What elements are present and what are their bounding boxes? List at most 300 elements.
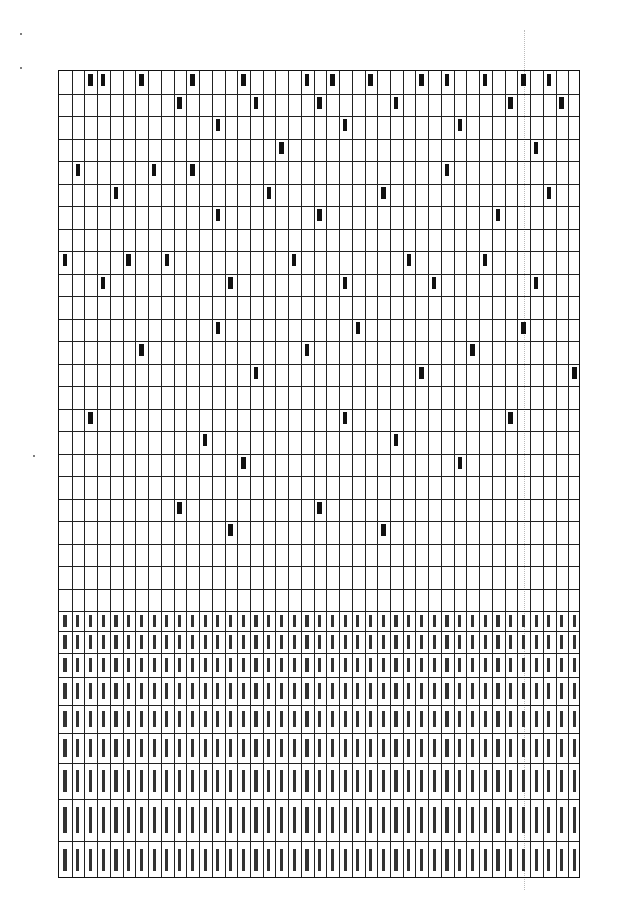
row-divider (97, 71, 98, 877)
column-divider (59, 319, 579, 320)
header-cell-text (102, 739, 105, 757)
header-cell-text (522, 635, 525, 648)
cell-entry (343, 412, 347, 424)
row-divider (174, 71, 175, 877)
cell-entry (483, 254, 487, 266)
header-cell-text (560, 770, 563, 792)
header-cell-text (318, 770, 321, 792)
header-cell-text (382, 711, 385, 728)
header-cell-text (63, 849, 66, 872)
header-cell-text (573, 615, 576, 627)
header-cell-text (229, 683, 232, 700)
cell-entry (126, 254, 130, 266)
header-cell-text (471, 849, 474, 872)
row-divider (339, 71, 340, 877)
column-divider (59, 544, 579, 545)
header-cell-text (356, 615, 359, 627)
header-cell-text (496, 770, 499, 792)
header-cell-text (509, 658, 512, 672)
header-cell-text (63, 635, 66, 648)
row-divider (84, 71, 85, 877)
header-cell-text (127, 658, 130, 672)
row-divider (199, 71, 200, 877)
header-cell-text (560, 683, 563, 700)
header-cell-text (547, 635, 550, 648)
header-cell-text (305, 635, 308, 648)
header-cell-text (547, 658, 550, 672)
row-divider (225, 71, 226, 877)
header-cell-text (63, 683, 66, 700)
header-cell-text (165, 807, 168, 832)
header-cell-text (369, 683, 372, 700)
header-cell-text (178, 615, 181, 627)
header-cell-text (433, 658, 436, 672)
header-cell-text (254, 635, 257, 648)
header-cell-text (102, 849, 105, 872)
row-divider (365, 71, 366, 877)
header-cell-text (305, 770, 308, 792)
header-cell-text (573, 683, 576, 700)
column-divider (59, 763, 579, 764)
header-cell-text (547, 683, 550, 700)
header-cell-text (369, 635, 372, 648)
column-divider (59, 251, 579, 252)
row-divider (403, 71, 404, 877)
header-cell-text (216, 711, 219, 728)
header-cell-text (369, 658, 372, 672)
header-cell-text (280, 658, 283, 672)
header-cell-text (318, 739, 321, 757)
header-cell-text (127, 807, 130, 832)
header-cell-text (191, 770, 194, 792)
cell-entry (267, 187, 271, 199)
header-cell-text (140, 739, 143, 757)
header-cell-text (318, 807, 321, 832)
header-cell-text (369, 770, 372, 792)
header-cell-text (102, 683, 105, 700)
header-cell-text (114, 770, 117, 792)
header-cell-text (547, 739, 550, 757)
header-cell-text (433, 635, 436, 648)
cell-entry (114, 187, 118, 199)
cell-entry (165, 254, 169, 266)
header-cell-text (471, 770, 474, 792)
header-cell-text (407, 711, 410, 728)
cell-entry (458, 457, 462, 469)
header-cell-text (407, 807, 410, 832)
header-cell-text (331, 770, 334, 792)
header-cell-text (496, 807, 499, 832)
header-cell-text (356, 807, 359, 832)
scan-speck (33, 455, 35, 457)
header-cell-text (153, 615, 156, 627)
header-cell-text (140, 658, 143, 672)
row-divider (250, 71, 251, 877)
header-cell-text (394, 683, 397, 700)
header-cell-text (229, 635, 232, 648)
header-cell-text (522, 849, 525, 872)
header-cell-text (394, 807, 397, 832)
header-cell-text (229, 849, 232, 872)
column-divider (59, 566, 579, 567)
column-divider (59, 705, 579, 706)
header-cell-text (407, 615, 410, 627)
header-cell-text (382, 635, 385, 648)
header-cell-text (204, 849, 207, 872)
header-cell-text (76, 683, 79, 700)
row-divider (148, 71, 149, 877)
row-divider (556, 71, 557, 877)
header-cell-text (369, 711, 372, 728)
cell-entry (203, 434, 207, 446)
header-cell-text (191, 683, 194, 700)
header-cell-text (140, 770, 143, 792)
row-divider (441, 71, 442, 877)
header-cell-text (293, 658, 296, 672)
header-cell-text (560, 849, 563, 872)
header-cell-text (560, 658, 563, 672)
cell-entry (445, 164, 449, 176)
header-cell-text (471, 711, 474, 728)
header-cell-text (344, 807, 347, 832)
header-cell-text (267, 849, 270, 872)
header-cell-text (76, 711, 79, 728)
header-cell-text (63, 711, 66, 728)
header-cell-text (535, 770, 538, 792)
cell-entry (254, 97, 258, 109)
cell-entry (521, 74, 525, 86)
cell-entry (343, 277, 347, 289)
header-cell-text (458, 658, 461, 672)
header-cell-text (127, 849, 130, 872)
header-cell-text (204, 658, 207, 672)
header-cell-text (76, 807, 79, 832)
header-cell-text (242, 615, 245, 627)
header-cell-text (102, 615, 105, 627)
header-cell-text (420, 615, 423, 627)
header-cell-text (89, 615, 92, 627)
header-cell-text (560, 739, 563, 757)
header-cell-text (407, 658, 410, 672)
header-cell-text (178, 849, 181, 872)
header-cell-text (420, 849, 423, 872)
ledger-table (58, 70, 580, 878)
header-cell-text (433, 683, 436, 700)
header-cell-text (509, 683, 512, 700)
cell-entry (368, 74, 372, 86)
row-divider (110, 71, 111, 877)
header-cell-text (89, 683, 92, 700)
header-cell-text (204, 635, 207, 648)
header-cell-text (229, 615, 232, 627)
header-cell-text (89, 658, 92, 672)
header-cell-text (280, 683, 283, 700)
header-cell-text (267, 615, 270, 627)
header-cell-text (407, 849, 410, 872)
header-cell-text (267, 635, 270, 648)
header-cell-text (63, 615, 66, 627)
cell-entry (496, 209, 500, 221)
header-cell-text (369, 807, 372, 832)
row-divider (517, 71, 518, 877)
header-cell-text (394, 739, 397, 757)
row-divider (186, 71, 187, 877)
header-cell-text (445, 849, 448, 872)
header-cell-text (573, 807, 576, 832)
cell-entry (139, 344, 143, 356)
header-cell-text (496, 849, 499, 872)
header-cell-text (254, 615, 257, 627)
header-cell-text (63, 807, 66, 832)
header-cell-text (216, 683, 219, 700)
header-cell-text (573, 739, 576, 757)
header-cell-text (522, 658, 525, 672)
header-cell-text (165, 849, 168, 872)
header-cell-text (140, 849, 143, 872)
header-cell-text (153, 807, 156, 832)
row-divider (454, 71, 455, 877)
header-cell-text (522, 683, 525, 700)
header-cell-text (535, 615, 538, 627)
header-cell-text (484, 807, 487, 832)
cell-entry (101, 277, 105, 289)
column-divider (59, 499, 579, 500)
header-cell-text (560, 615, 563, 627)
header-cell-text (165, 635, 168, 648)
header-cell-text (535, 635, 538, 648)
cell-entry (394, 434, 398, 446)
header-cell-text (280, 849, 283, 872)
header-cell-text (420, 658, 423, 672)
cell-entry (228, 277, 232, 289)
header-cell-text (382, 739, 385, 757)
column-divider (59, 116, 579, 117)
header-cell-text (102, 635, 105, 648)
header-cell-text (331, 615, 334, 627)
cell-entry (317, 209, 321, 221)
header-cell-text (293, 711, 296, 728)
header-cell-text (293, 807, 296, 832)
header-cell-text (458, 683, 461, 700)
header-cell-text (522, 615, 525, 627)
header-cell-text (216, 770, 219, 792)
header-cell-text (535, 849, 538, 872)
header-cell-text (63, 739, 66, 757)
cell-entry (521, 322, 525, 334)
header-cell-text (242, 683, 245, 700)
header-cell-text (356, 658, 359, 672)
column-divider (59, 677, 579, 678)
header-cell-text (318, 615, 321, 627)
cell-entry (394, 97, 398, 109)
row-divider (263, 71, 264, 877)
header-cell-text (433, 711, 436, 728)
cell-entry (76, 164, 80, 176)
header-cell-text (394, 615, 397, 627)
header-cell-text (509, 615, 512, 627)
cell-entry (177, 97, 181, 109)
header-cell-text (191, 635, 194, 648)
header-cell-text (471, 807, 474, 832)
header-cell-text (394, 635, 397, 648)
header-cell-text (114, 615, 117, 627)
column-divider (59, 653, 579, 654)
row-divider (568, 71, 569, 877)
header-cell-text (114, 635, 117, 648)
header-cell-text (420, 683, 423, 700)
column-divider (59, 409, 579, 410)
header-cell-text (484, 849, 487, 872)
header-cell-text (305, 658, 308, 672)
header-cell-text (331, 635, 334, 648)
header-cell-text (293, 615, 296, 627)
header-cell-text (331, 739, 334, 757)
header-cell-text (305, 615, 308, 627)
header-cell-text (496, 711, 499, 728)
header-cell-text (242, 807, 245, 832)
column-divider (59, 476, 579, 477)
header-cell-text (140, 807, 143, 832)
header-cell-text (76, 615, 79, 627)
column-divider (59, 631, 579, 632)
header-cell-text (331, 807, 334, 832)
header-cell-text (229, 739, 232, 757)
cell-entry (254, 367, 258, 379)
header-cell-text (89, 635, 92, 648)
header-cell-text (153, 770, 156, 792)
row-divider (543, 71, 544, 877)
header-cell-text (356, 635, 359, 648)
header-cell-text (76, 739, 79, 757)
header-cell-text (573, 658, 576, 672)
cell-entry (317, 502, 321, 514)
header-cell-text (344, 635, 347, 648)
header-cell-text (102, 658, 105, 672)
header-cell-text (420, 739, 423, 757)
row-divider (428, 71, 429, 877)
header-cell-text (204, 739, 207, 757)
header-cell-text (509, 739, 512, 757)
header-cell-text (63, 770, 66, 792)
header-cell-text (76, 635, 79, 648)
header-cell-text (165, 658, 168, 672)
header-cell-text (573, 849, 576, 872)
header-cell-text (471, 683, 474, 700)
column-divider (59, 611, 579, 612)
header-cell-text (433, 739, 436, 757)
cell-entry (216, 209, 220, 221)
header-cell-text (216, 615, 219, 627)
header-cell-text (127, 615, 130, 627)
header-cell-text (254, 849, 257, 872)
cell-entry (445, 74, 449, 86)
header-cell-text (331, 658, 334, 672)
header-cell-text (458, 711, 461, 728)
row-divider (314, 71, 315, 877)
cell-entry (88, 412, 92, 424)
cell-entry (101, 74, 105, 86)
header-cell-text (356, 739, 359, 757)
header-cell-text (356, 770, 359, 792)
header-cell-text (102, 711, 105, 728)
header-cell-text (560, 807, 563, 832)
row-divider (275, 71, 276, 877)
header-cell-text (229, 770, 232, 792)
header-cell-text (331, 683, 334, 700)
scan-speck (20, 33, 22, 35)
header-cell-text (89, 849, 92, 872)
cell-entry (305, 344, 309, 356)
cell-entry (356, 322, 360, 334)
header-cell-text (445, 635, 448, 648)
header-cell-text (305, 849, 308, 872)
column-divider (59, 454, 579, 455)
header-cell-text (114, 683, 117, 700)
column-divider (59, 841, 579, 842)
cell-entry (216, 322, 220, 334)
header-cell-text (178, 739, 181, 757)
header-cell-text (140, 635, 143, 648)
header-cell-text (509, 635, 512, 648)
header-cell-text (267, 658, 270, 672)
header-cell-text (331, 849, 334, 872)
header-cell-text (471, 615, 474, 627)
header-cell-text (535, 739, 538, 757)
header-cell-text (445, 615, 448, 627)
column-divider (59, 341, 579, 342)
cell-entry (508, 412, 512, 424)
header-cell-text (178, 711, 181, 728)
header-cell-text (76, 770, 79, 792)
column-divider (59, 94, 579, 95)
header-cell-text (178, 658, 181, 672)
row-divider (123, 71, 124, 877)
cell-entry (534, 142, 538, 154)
header-cell-text (191, 849, 194, 872)
header-cell-text (433, 770, 436, 792)
header-cell-text (242, 849, 245, 872)
header-cell-text (547, 807, 550, 832)
row-divider (479, 71, 480, 877)
header-cell-text (382, 849, 385, 872)
header-cell-text (153, 739, 156, 757)
header-cell-text (344, 615, 347, 627)
header-cell-text (407, 770, 410, 792)
header-cell-text (305, 711, 308, 728)
cell-entry (407, 254, 411, 266)
header-cell-text (267, 770, 270, 792)
header-cell-text (484, 635, 487, 648)
header-cell-text (254, 711, 257, 728)
header-cell-text (382, 770, 385, 792)
header-cell-text (496, 615, 499, 627)
header-cell-text (471, 658, 474, 672)
column-divider (59, 184, 579, 185)
cell-entry (152, 164, 156, 176)
header-cell-text (114, 739, 117, 757)
header-cell-text (573, 711, 576, 728)
header-cell-text (369, 615, 372, 627)
header-cell-text (153, 711, 156, 728)
header-cell-text (153, 683, 156, 700)
cell-entry (458, 119, 462, 131)
header-cell-text (76, 658, 79, 672)
header-cell-text (127, 635, 130, 648)
header-cell-text (560, 635, 563, 648)
column-divider (59, 161, 579, 162)
cell-entry (470, 344, 474, 356)
header-cell-text (267, 711, 270, 728)
